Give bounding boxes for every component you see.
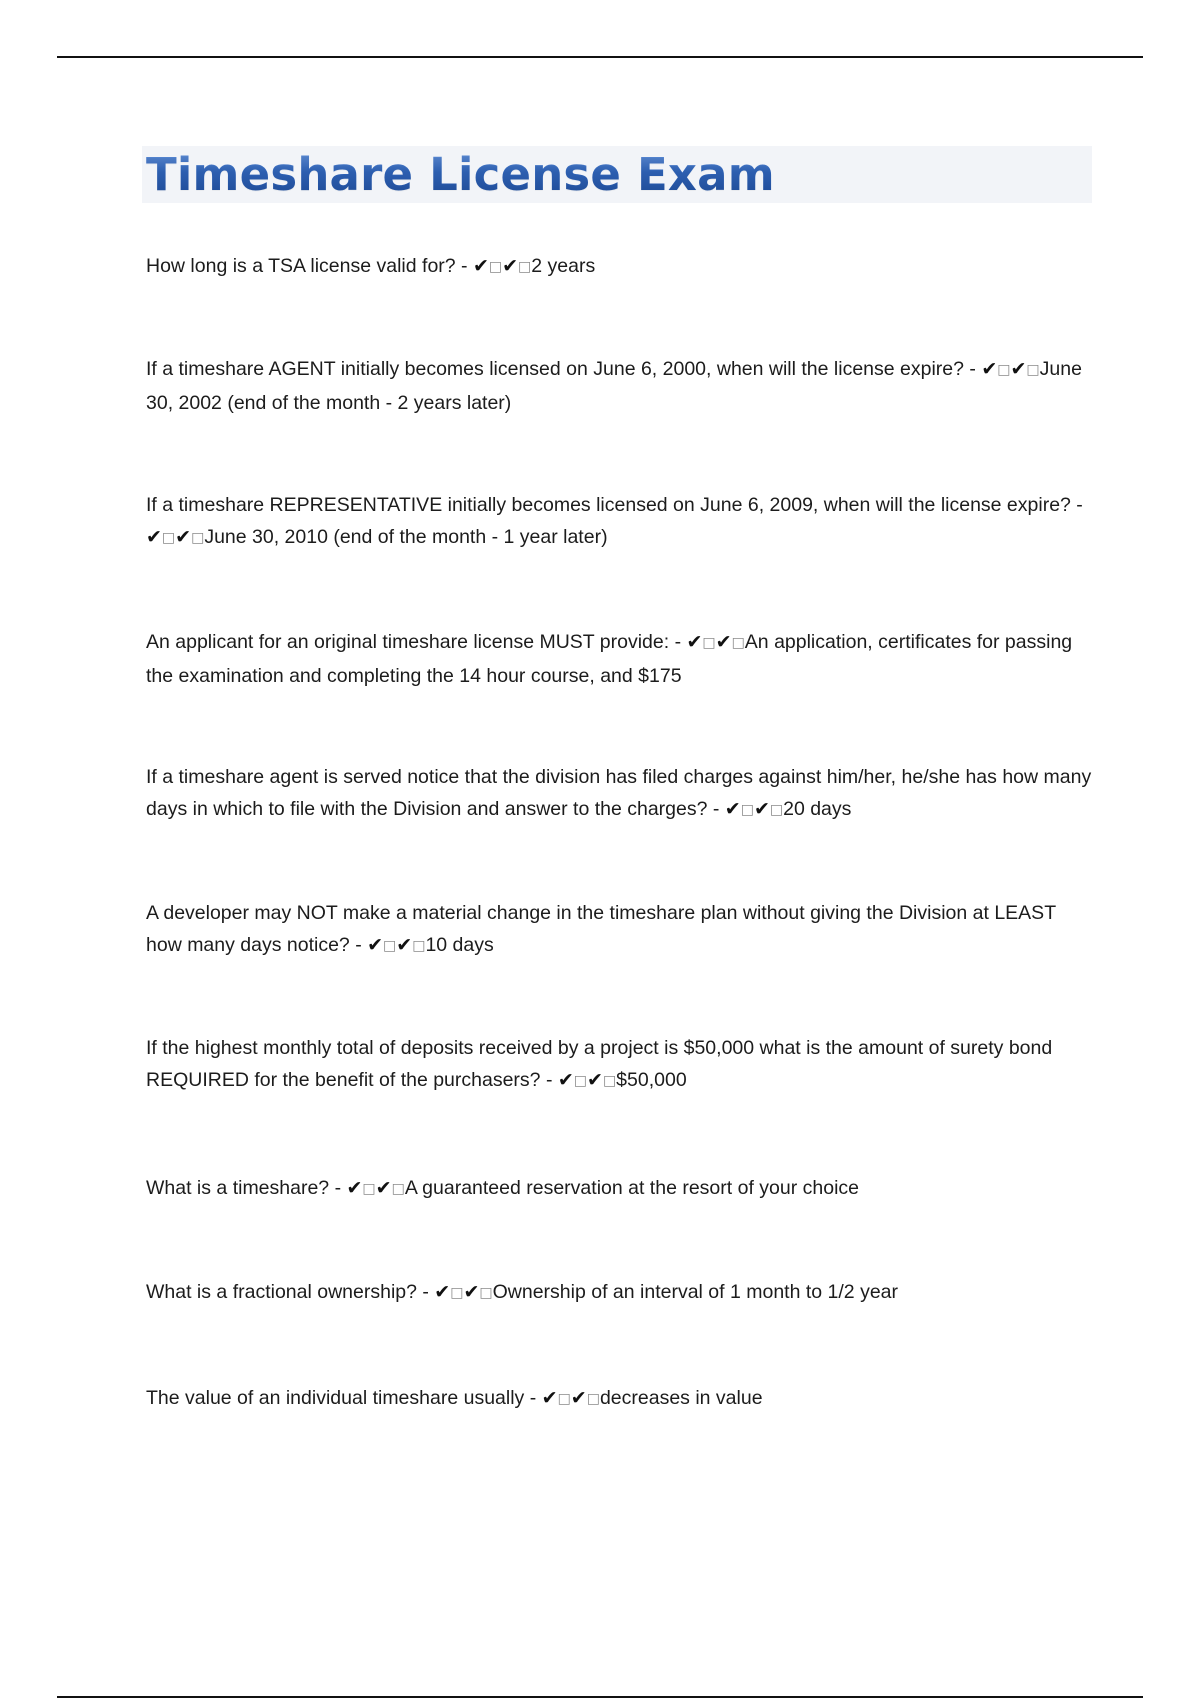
box-icon: □: [740, 802, 754, 818]
box-icon: □: [557, 1391, 571, 1407]
check-icon: ✔: [981, 358, 998, 380]
check-icon: ✔: [346, 1177, 363, 1199]
question-text: If a timeshare REPRESENTATIVE initially becomes licensed on June 6, 2009, when will the license expire? -: [146, 494, 1083, 516]
question-text: What is a fractional ownership? -: [146, 1281, 429, 1303]
check-icon: ✔: [375, 1177, 392, 1199]
box-icon: □: [586, 1391, 600, 1407]
question-text: What is a timeshare? -: [146, 1177, 342, 1199]
check-icon: ✔: [472, 255, 489, 277]
check-icon: ✔: [557, 1069, 574, 1091]
answer-text: A guaranteed reservation at the resort of your choice: [404, 1177, 859, 1199]
box-icon: □: [191, 530, 205, 546]
box-icon: □: [488, 259, 503, 275]
box-icon: □: [383, 938, 397, 954]
page-title: Timeshare License Exam: [146, 148, 775, 201]
question-text: If a timeshare AGENT initially becomes licensed on June 6, 2000, when will the license expire? -: [146, 358, 976, 380]
check-icon: ✔: [175, 526, 192, 548]
qa-item-3: [146, 489, 1096, 555]
answer-text: $50,000: [616, 1069, 687, 1091]
bottom-rule: [57, 1696, 1143, 1698]
box-icon: □: [450, 1285, 464, 1301]
box-icon: □: [602, 1073, 617, 1089]
box-icon: □: [997, 362, 1011, 378]
answer-text: June 30, 2010 (end of the month - 1 year later): [204, 526, 608, 548]
answer-text: 2 years: [531, 255, 596, 277]
answer-text: An application, certificates for passing the examination and completing the 14 hour course, and $175: [146, 631, 1073, 687]
check-icon: ✔: [715, 631, 732, 653]
qa-item-7: [146, 1032, 1096, 1098]
answer-text: Ownership of an interval of 1 month to 1/2 year: [492, 1281, 898, 1303]
box-icon: □: [362, 1181, 376, 1197]
qa-item-9: [146, 1276, 1096, 1310]
box-icon: □: [161, 530, 176, 546]
qa-item-8: [146, 1172, 1096, 1206]
qa-item-6: [146, 897, 1096, 963]
answer-text: decreases in value: [599, 1387, 763, 1409]
box-icon: □: [731, 635, 745, 651]
answer-text: 10 days: [425, 934, 494, 956]
check-icon: ✔: [686, 631, 703, 653]
question-text: If the highest monthly total of deposits received by a project is $50,000 what is the amount of surety bond REQUIRED for the benefit of the purchasers? -: [146, 1037, 1053, 1091]
check-icon: ✔: [570, 1387, 587, 1409]
check-icon: ✔: [724, 798, 741, 820]
box-icon: □: [702, 635, 716, 651]
qa-item-2: [146, 353, 1096, 419]
answer-text: 20 days: [783, 798, 852, 820]
qa-item-5: [146, 761, 1096, 827]
box-icon: □: [479, 1285, 493, 1301]
check-icon: ✔: [367, 934, 384, 956]
question-text: If a timeshare agent is served notice that the division has filed charges against him/her, he/she has how many days in which to file with the Division and answer to the charges? -: [146, 766, 1092, 820]
question-text: A developer may NOT make a material change in the timeshare plan without giving the Division at LEAST how many days notice? -: [146, 902, 1056, 956]
question-text: The value of an individual timeshare usually -: [146, 1387, 537, 1409]
check-icon: ✔: [463, 1281, 480, 1303]
check-icon: ✔: [753, 798, 770, 820]
box-icon: □: [412, 938, 426, 954]
check-icon: ✔: [396, 934, 413, 956]
check-icon: ✔: [146, 526, 162, 548]
qa-item-1: [146, 250, 1096, 284]
top-rule: [57, 56, 1143, 58]
box-icon: □: [518, 259, 532, 275]
check-icon: ✔: [502, 255, 519, 277]
question-text: An applicant for an original timeshare license MUST provide: -: [146, 631, 682, 653]
check-icon: ✔: [541, 1387, 558, 1409]
qa-item-10: [146, 1382, 1096, 1416]
check-icon: ✔: [1010, 358, 1027, 380]
box-icon: □: [391, 1181, 405, 1197]
check-icon: ✔: [587, 1069, 603, 1091]
qa-item-4: [146, 626, 1096, 692]
answer-text: June 30, 2002 (end of the month - 2 years later): [146, 358, 1082, 414]
box-icon: □: [573, 1073, 588, 1089]
box-icon: □: [1026, 362, 1040, 378]
box-icon: □: [769, 802, 784, 818]
check-icon: ✔: [434, 1281, 451, 1303]
question-text: How long is a TSA license valid for? -: [146, 255, 468, 277]
